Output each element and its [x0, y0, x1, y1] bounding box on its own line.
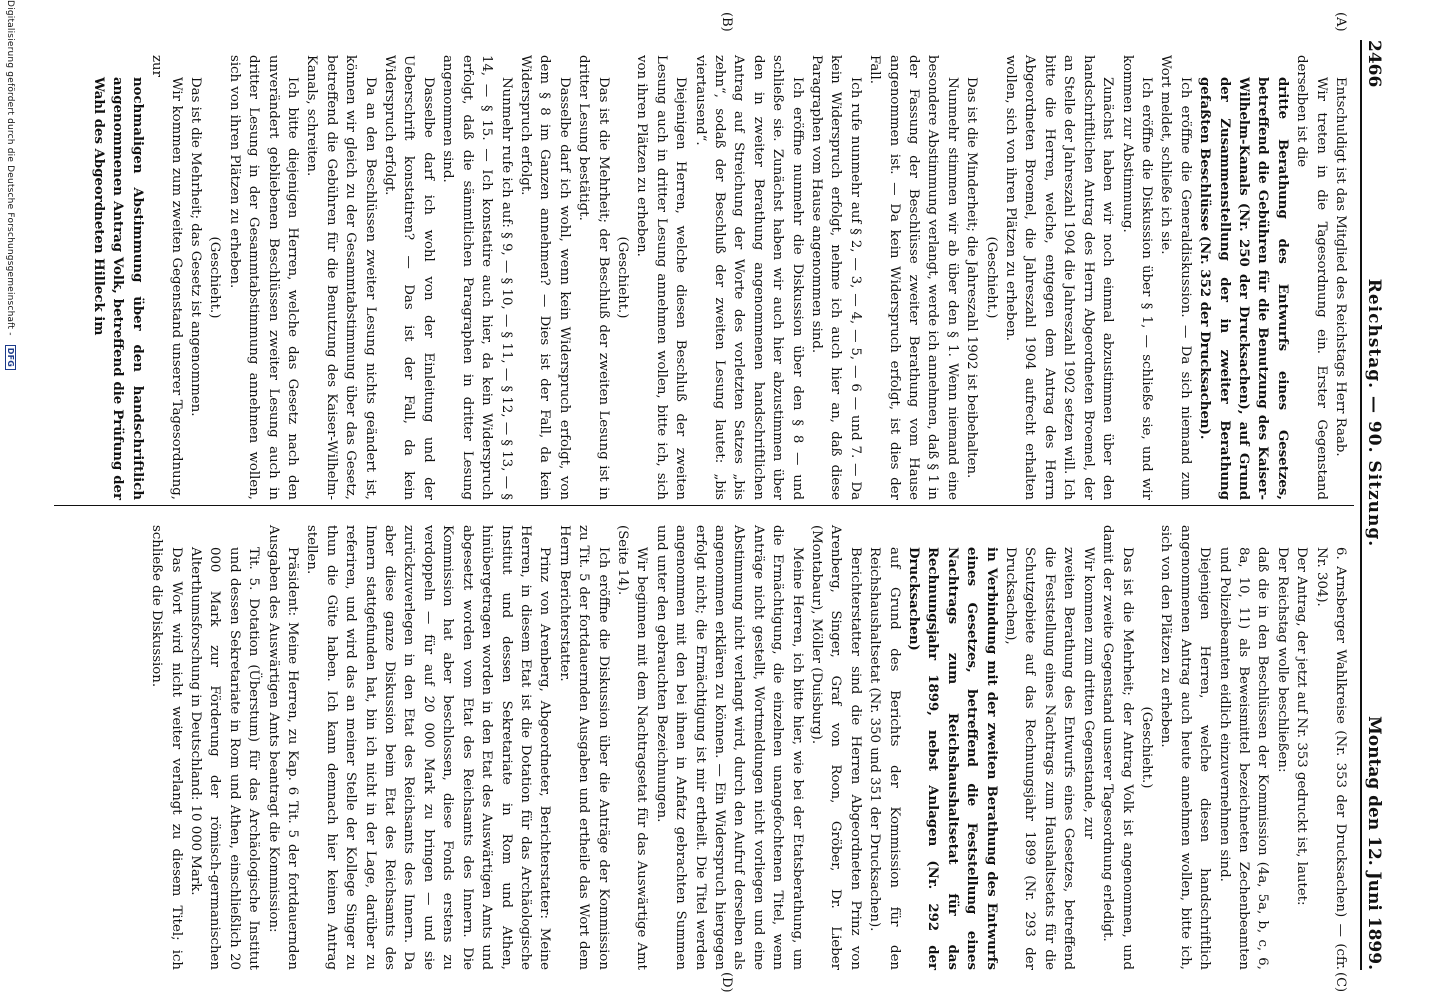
paragraph: Der Antrag, der jetzt auf Nr. 353 gedruckt ist, lautet:: [1294, 547, 1310, 906]
page-header: [1364, 40, 1398, 970]
dfg-logo: DFG: [5, 345, 16, 370]
paragraph: Wir beginnen mit dem Nachtragsetat für das Auswärtige Amt (Seite 14).: [614, 525, 650, 970]
margin-marker-d: (D): [719, 972, 734, 993]
paragraph: Ich eröffne die Diskussion über § 1, — schließe sie, und wir kommen zur Abstimmung.: [1119, 55, 1154, 500]
paragraph: Der Reichstag wolle beschließen:: [1274, 547, 1290, 773]
paragraph: dritte Berathung des Entwurfs eines Gesetzes, betreffend die Gebühren für die Benutzung des Kaiser-Wilhelm-Kanals (Nr. 250 der Drucksachen), auf Grund der Zusammenstellung der in zweiter Berathung gefaßten Beschlüsse (Nr. 352 der Drucksachen).: [1197, 77, 1290, 500]
paragraph: (Geschieht.): [614, 236, 630, 319]
paragraph: Das ist die Mehrheit; der Antrag Volk ist angenommen, und damit der zweite Gegenstand unserer Tagesordnung erledigt.: [1100, 525, 1135, 970]
paragraph: Da an den Beschlüssen zweiter Lesung nichts geändert ist, können wir gleich zu der Gesammtabstimmung über das Gesetz, betreffend die Gebühren für die Benutzung des Kaiser-Wilhelm-Kanals, schreiten.: [304, 55, 378, 500]
paragraph: Präsident: Meine Herren, zu Kap. 6 Tit. 5 der fortdauernden Ausgaben des Auswärtigen Amts beantragt die Kommission:: [265, 525, 301, 970]
paragraph: (Geschieht.): [1138, 706, 1154, 789]
paragraph: Ich eröffne die Generaldiskussion. — Da sich niemand zum Wort meldet, schließe ich sie.: [1158, 55, 1193, 500]
left-text-column: [89, 55, 1350, 500]
paragraph: Wir kommen zum dritten Gegenstande, zur: [1080, 547, 1096, 839]
digitization-credit: Digitalisierung gefördert durch die Deutsche Forschungsgemeinschaft -: [5, 0, 15, 336]
paragraph: Ich eröffne nunmehr die Diskussion über den § 8 — und schließe sie. Zunächst haben wir auch hier abzustimmen über den in zweiter Berathung angenommenen handschriftlichen Antrag auf Streichung der Worte des vorletzten Satzes „bis zehn“, sodaß der Beschluß der zweiten Lesung lautet: „bis viertausend“.: [692, 55, 805, 500]
paragraph: Zunächst haben wir noch einmal abzustimmen über den handschriftlichen Antrag des Herrn Abgeordneten Broemel, der an Stelle der Jahreszahl 1904 die Jahreszahl 1902 setzen will. Ich bitte die Herren, welche, entgegen dem Antrag des Herrn Abgeordneten Broemel, die Jahreszahl 1904 aufrecht erhalten wollen, sich von ihren Plätzen zu erheben.: [1003, 55, 1116, 500]
paragraph: 6. Arnsberger Wahlkreise (Nr. 353 der Drucksachen) — (cfr. Nr. 304).: [1313, 547, 1348, 970]
paragraph: (Geschieht.): [207, 236, 223, 319]
paragraph: Ich bitte diejenigen Herren, welche das Gesetz nach den unverändert gebliebenen Beschlüssen zweiter Lesung auch in dritter Lesung in der Gesammtabstimmung annehmen wollen, sich von ihren Plätzen zu erheben.: [226, 55, 301, 500]
paragraph: Diejenigen Herren, welche diesen Beschluß der zweiten Lesung auch in dritter Lesung annehmen wollen, bitte ich, sich von ihren Plätzen zu erheben.: [634, 55, 689, 500]
paragraph: Nunmehr rufe ich auf: § 9, — § 10, — § 11, — § 12, — § 13, — § 14, — § 15. — Ich konstatire auch hier, da kein Widerspruch erfolgt, daß die sämmtlichen Paragraphen in dritter Lesung angenommen sind.: [440, 55, 514, 500]
paragraph: Prinz von Arenberg, Abgeordneter, Berichterstatter: Meine Herren, in diesem Etat ist die Dotation für das Archäologische Institut und dessen Sekretariate in Rom und Athen, hinübergetragen worden in den Etat des Auswärtigen Amts und abgesetzt worden vom Etat des Reichsamts des Innern. Die Kommission hat aber beschlossen, diese Fonds erstens zu verdoppeln — für auf 20 000 Mark zu bringen — und sie zurückzuverlegen in den Etat des Reichsamts des Innern. Da aber diese ganze Diskussion beim Etat des Reichsamts des Innern stattgefunden hat, bin ich nicht in der Lage, darüber zu referiren, und wird das an meiner Stelle der Kollege Singer zu thun die Güte haben. Ich kann demnach hier keinen Antrag stellen.: [304, 525, 553, 970]
paragraph: Das ist die Mehrheit; der Beschluß der zweiten Lesung ist in dritter Lesung bestätigt.: [576, 55, 611, 500]
paragraph: Entschuldigt ist das Mitglied des Reichstags Herr Raab.: [1333, 77, 1348, 457]
paragraph: Diejenigen Herren, welche diesen handschriftlich angenommenen Antrag auch heute annehmen wollen, bitte ich, sich von den Plätzen zu erheben.: [1158, 525, 1213, 970]
paragraph: Dasselbe darf ich wohl, wenn kein Widerspruch erfolgt, von dem § 8 im Ganzen annehmen? — Dies ist der Fall, da kein Widerspruch erfolgt.: [517, 55, 572, 500]
paragraph: Ich rufe nunmehr auf § 2, — 3, — 4, — 5, — 6 — und 7. — Da kein Widerspruch erfolgt, nehme ich auch hier an, daß diese Paragraphen vom Hause angenommen sind.: [809, 55, 863, 500]
paragraph: Das ist die Minderheit; die Jahreszahl 1902 ist beibehalten.: [964, 77, 980, 479]
paragraph: nochmaligen Abstimmung über den handschriftlich angenommenen Antrag Volk, betreffend die Prüfung der Wahl des Abgeordneten Hilleck im: [91, 77, 145, 500]
margin-marker-b: (B): [719, 12, 734, 32]
paragraph: (Geschieht.): [983, 236, 999, 319]
paragraph: Nunmehr stimmen wir ab über den § 1. Wenn niemand eine besondere Abstimmung verlangt, werde ich annehmen, daß § 1 in der Fassung der Beschlüsse zweiter Berathung vom Hause angenommen ist. — Da kein Widerspruch erfolgt, ist dies der Fall.: [867, 55, 960, 500]
paragraph: Das ist die Mehrheit; das Gesetz ist angenommen.: [188, 77, 204, 417]
margin-marker-c: (C): [1333, 972, 1348, 993]
paragraph: Ich eröffne die Diskussion über die Anträge der Kommission zu Tit. 5 der fortdauernden Ausgaben und ertheile das Wort dem Herrn Berichterstatter.: [556, 525, 611, 970]
paragraph: zweiten Berathung des Entwurfs eines Gesetzes, betreffend die Feststellung eines Nachtrags zum Haushaltsetats für die Schutzgebiete auf das Rechnungsjahr 1899 (Nr. 293 der Drucksachen),: [1003, 547, 1077, 970]
margin-marker-a: (A): [1333, 12, 1348, 32]
paragraph: Wir treten in die Tagesordnung ein. Erster Gegenstand derselben ist die: [1294, 55, 1329, 500]
paragraph: Das Wort wird nicht weiter verlangt zu diesem Titel; ich schließe die Diskussion.: [149, 525, 184, 970]
running-title: Reichstag. — 90. Sitzung.: [1364, 278, 1384, 548]
session-date: Montag den 12. Juni 1899.: [1364, 715, 1384, 970]
paragraph: Meine Herren, ich bitte hier, wie bei der Etatsberathung, um die Ermächtigung, die einzelnen unangefochtenen Titel, wenn Anträge nicht gestellt, Wortmeldungen nicht vorliegen und eine Abstimmung nicht verlangt wird, durch den Aufruf derselben als angenommen erklären zu können. — Ein Widerspruch hiergegen erfolgt nicht; die Ermächtigung ist mir ertheilt. Die Titel werden angenommen mit den bei ihnen in Anfatz gebrachten Summen und unter den gebrauchten Bezeichnungen.: [653, 525, 805, 970]
paragraph: in Verbindung mit der zweiten Berathung des Entwurfs eines Gesetzes, betreffend die Feststellung eines Nachtrags zum Reichshaushaltsetat für das Rechnungsjahr 1899, nebst Anlagen (Nr. 292 der Drucksachen): [906, 547, 999, 970]
header-rule: [1360, 40, 1362, 970]
paragraph: daß die in den Beschlüssen der Kommission (4a, 5a, b, c, 6, 8a, 10, 11) als Beweismittel bezeichneten Zechenbeamten und Polizeibeamten eidlich einzuvernehmen sind.: [1216, 547, 1271, 970]
page-number: 2466: [1364, 40, 1384, 88]
paragraph: Berichterstatter sind die Herren Abgeordneten Prinz von Arenberg, Singer, Graf von Roon, Gröber, Dr. Lieber (Montabaur), Möller (Duisburg).: [809, 525, 863, 970]
page-footer: [5, 0, 16, 1000]
paragraph: Tit. 5. Dotation (Überstum) für das Archäologische Institut und dessen Sekretariate in Rom und Athen, einschließlich 20 000 Mark zur Förderung der römisch-germanischen Alterthumsforschung in Deutschland: 10 000 Mark.: [188, 547, 262, 970]
paragraph: Wir kommen zum zweiten Gegenstand unserer Tagesordnung, zur: [149, 55, 184, 500]
right-text-column: [147, 525, 1350, 970]
paragraph: Dasselbe darf ich wohl von der Einleitung und der Ueberschrift konstatiren? — Das ist der Fall, da kein Widerspruch erfolgt.: [382, 55, 436, 500]
column-divider: [54, 505, 1354, 506]
paragraph: auf Grund des Berichts der Kommission für den Reichshaushaltsetat (Nr. 350 und 351 der Drucksachen).: [867, 547, 902, 970]
